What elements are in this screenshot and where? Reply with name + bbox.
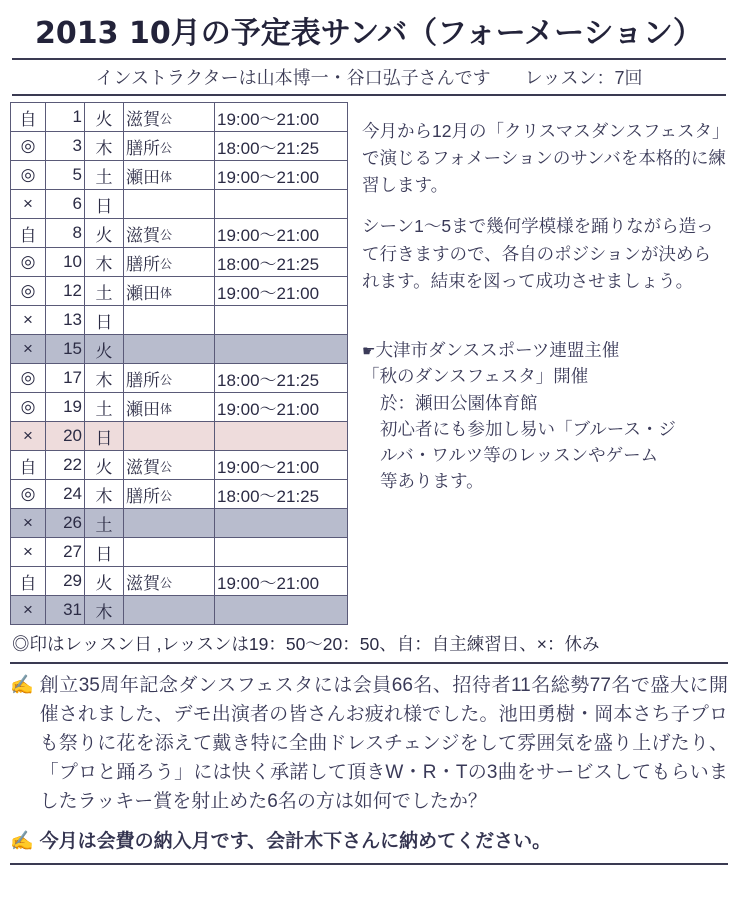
subtitle-row bbox=[10, 64, 728, 94]
cell-mark: ◎ bbox=[11, 161, 46, 190]
table-row bbox=[11, 248, 348, 277]
cell-place bbox=[124, 451, 215, 480]
cell-weekday: 土 bbox=[85, 277, 124, 306]
cell-weekday: 土 bbox=[85, 509, 124, 538]
place-suffix: 公 bbox=[160, 488, 173, 503]
place-suffix: 公 bbox=[160, 575, 173, 590]
pen-icon-1: ✍ bbox=[10, 675, 34, 696]
bottom-divider bbox=[10, 863, 728, 865]
cell-place bbox=[124, 190, 215, 219]
table-row bbox=[11, 132, 348, 161]
place-suffix: 体 bbox=[160, 169, 173, 184]
cell-mark: 自 bbox=[11, 567, 46, 596]
cell-place bbox=[124, 161, 215, 190]
bottom-note-2-text: 今月は会費の納入月です、会計木下さんに納めてください。 bbox=[39, 831, 552, 853]
cell-mark: 自 bbox=[11, 103, 46, 132]
cell-mark: × bbox=[11, 538, 46, 567]
place-suffix: 体 bbox=[160, 285, 173, 300]
page-title: 2013 10月の予定表サンバ（フォーメーション） bbox=[35, 16, 703, 51]
place-name: 膳所 bbox=[126, 254, 160, 274]
place-suffix: 公 bbox=[160, 227, 173, 242]
cell-place bbox=[124, 132, 215, 161]
cell-day: 17 bbox=[46, 364, 85, 393]
cell-weekday: 土 bbox=[85, 161, 124, 190]
event-line-1-wrap bbox=[362, 337, 728, 364]
bottom-note-2 bbox=[10, 828, 728, 857]
cell-time: 19:00〜21:00 bbox=[215, 567, 348, 596]
bottom-note-1-text: 創立35周年記念ダンスフェスタには会員66名、招待者11名総勢77名で盛大に開催されました、デモ出演者の皆さんお疲れ様でした。池田勇樹・岡本さち子プロも祭りに花を添えて戴き特に全曲ドレスチェンジをして雰囲気を盛り上げたり、「プロと踊ろう」には快く承諾して頂きW・R・Tの3曲をサービスしてもらいましたラッキー賞を射止めた6名の方は如何でしたか？ bbox=[39, 675, 728, 812]
cell-mark: × bbox=[11, 190, 46, 219]
calendar-column bbox=[10, 102, 348, 625]
cell-time: 18:00〜21:25 bbox=[215, 480, 348, 509]
cell-mark: 自 bbox=[11, 219, 46, 248]
cell-place bbox=[124, 422, 215, 451]
cell-time bbox=[215, 190, 348, 219]
cell-weekday: 日 bbox=[85, 422, 124, 451]
schedule-table bbox=[10, 102, 348, 625]
cell-mark: ◎ bbox=[11, 364, 46, 393]
cell-mark: × bbox=[11, 306, 46, 335]
cell-weekday: 日 bbox=[85, 190, 124, 219]
cell-day: 20 bbox=[46, 422, 85, 451]
cell-time bbox=[215, 596, 348, 625]
cell-weekday: 火 bbox=[85, 567, 124, 596]
cell-weekday: 日 bbox=[85, 306, 124, 335]
place-suffix: 公 bbox=[160, 372, 173, 387]
cell-weekday: 火 bbox=[85, 219, 124, 248]
event-block bbox=[362, 337, 728, 495]
title-divider bbox=[12, 58, 726, 60]
cell-time: 18:00〜21:25 bbox=[215, 364, 348, 393]
cell-time: 19:00〜21:00 bbox=[215, 219, 348, 248]
table-row bbox=[11, 451, 348, 480]
cell-time: 18:00〜21:25 bbox=[215, 132, 348, 161]
table-row bbox=[11, 364, 348, 393]
cell-day: 27 bbox=[46, 538, 85, 567]
cell-day: 19 bbox=[46, 393, 85, 422]
cell-day: 29 bbox=[46, 567, 85, 596]
cell-place bbox=[124, 306, 215, 335]
cell-day: 31 bbox=[46, 596, 85, 625]
cell-time: 19:00〜21:00 bbox=[215, 451, 348, 480]
cell-place bbox=[124, 248, 215, 277]
cell-day: 15 bbox=[46, 335, 85, 364]
cell-weekday: 日 bbox=[85, 538, 124, 567]
place-name: 瀬田 bbox=[126, 167, 160, 187]
event-line-5: ルバ・ワルツ等のレッスンやゲーム bbox=[380, 445, 659, 465]
cell-day: 26 bbox=[46, 509, 85, 538]
place-name: 滋賀 bbox=[126, 109, 160, 129]
table-row bbox=[11, 277, 348, 306]
cell-day: 12 bbox=[46, 277, 85, 306]
cell-mark: × bbox=[11, 596, 46, 625]
place-suffix: 公 bbox=[160, 459, 173, 474]
event-line-1: 大津市ダンススポーツ連盟主催 bbox=[375, 339, 620, 360]
cell-time: 19:00〜21:00 bbox=[215, 277, 348, 306]
event-line-6: 等あります。 bbox=[380, 471, 484, 492]
cell-mark: ◎ bbox=[11, 277, 46, 306]
event-line-2: 「秋のダンスフェスタ」開催 bbox=[362, 366, 589, 387]
cell-day: 6 bbox=[46, 190, 85, 219]
place-name: 膳所 bbox=[126, 370, 160, 390]
cell-day: 8 bbox=[46, 219, 85, 248]
cell-weekday: 火 bbox=[85, 103, 124, 132]
instructor-text: インストラクターは山本博一・谷口弘子さんです bbox=[95, 68, 491, 88]
lesson-count-text: レッスン：7回 bbox=[524, 68, 643, 88]
note-paragraph-1-wrap bbox=[362, 102, 728, 199]
note-paragraph-1: 今月から12月の「クリスマスダンスフェスタ」で演じるフォメーションのサンバを本格的に練習します。 bbox=[362, 121, 726, 196]
table-row bbox=[11, 190, 348, 219]
place-name: 滋賀 bbox=[126, 225, 160, 245]
cell-day: 24 bbox=[46, 480, 85, 509]
cell-weekday: 木 bbox=[85, 596, 124, 625]
place-suffix: 体 bbox=[160, 401, 173, 416]
cell-place bbox=[124, 335, 215, 364]
cell-time bbox=[215, 335, 348, 364]
note-paragraph-2: シーン1〜5まで幾何学模様を踊りながら造って行きますので、各自のポジションが決められます。結束を図って成功させましょう。 bbox=[362, 216, 714, 291]
cell-place bbox=[124, 538, 215, 567]
cell-place bbox=[124, 219, 215, 248]
cell-time: 19:00〜21:00 bbox=[215, 161, 348, 190]
legend-text: ◎印はレッスン日 ,レッスンは19：50〜20：50、自：自主練習日、×：休み bbox=[12, 634, 600, 654]
cell-weekday: 火 bbox=[85, 335, 124, 364]
place-suffix: 公 bbox=[160, 111, 173, 126]
cell-place bbox=[124, 480, 215, 509]
notes-column bbox=[358, 102, 728, 495]
cell-place bbox=[124, 364, 215, 393]
cell-time: 18:00〜21:25 bbox=[215, 248, 348, 277]
cell-time bbox=[215, 422, 348, 451]
cell-mark: × bbox=[11, 335, 46, 364]
cell-mark: × bbox=[11, 422, 46, 451]
place-name: 膳所 bbox=[126, 486, 160, 506]
cell-mark: ◎ bbox=[11, 132, 46, 161]
subtitle-divider bbox=[12, 94, 726, 96]
place-suffix: 公 bbox=[160, 140, 173, 155]
pen-icon-2: ✍ bbox=[10, 831, 34, 853]
cell-day: 3 bbox=[46, 132, 85, 161]
table-row bbox=[11, 161, 348, 190]
place-name: 滋賀 bbox=[126, 457, 160, 477]
cell-mark: ◎ bbox=[11, 248, 46, 277]
cell-time: 19:00〜21:00 bbox=[215, 393, 348, 422]
cell-day: 10 bbox=[46, 248, 85, 277]
cell-weekday: 火 bbox=[85, 451, 124, 480]
table-row bbox=[11, 596, 348, 625]
pointing-hand-icon: ☛ bbox=[362, 342, 376, 360]
cell-place bbox=[124, 277, 215, 306]
main-area bbox=[10, 102, 728, 625]
table-row bbox=[11, 393, 348, 422]
bottom-note-1 bbox=[10, 672, 728, 816]
cell-day: 5 bbox=[46, 161, 85, 190]
place-name: 膳所 bbox=[126, 138, 160, 158]
place-suffix: 公 bbox=[160, 256, 173, 271]
table-row bbox=[11, 306, 348, 335]
cell-weekday: 木 bbox=[85, 248, 124, 277]
cell-weekday: 土 bbox=[85, 393, 124, 422]
bottom-notes bbox=[10, 662, 728, 865]
cell-mark: × bbox=[11, 509, 46, 538]
table-row bbox=[11, 509, 348, 538]
table-row bbox=[11, 335, 348, 364]
cell-day: 13 bbox=[46, 306, 85, 335]
table-row bbox=[11, 422, 348, 451]
table-row bbox=[11, 103, 348, 132]
cell-place bbox=[124, 567, 215, 596]
table-row bbox=[11, 567, 348, 596]
table-row bbox=[11, 219, 348, 248]
table-row bbox=[11, 480, 348, 509]
cell-time bbox=[215, 306, 348, 335]
cell-time: 19:00〜21:00 bbox=[215, 103, 348, 132]
cell-place bbox=[124, 509, 215, 538]
title-block bbox=[10, 6, 728, 56]
cell-place bbox=[124, 596, 215, 625]
cell-weekday: 木 bbox=[85, 480, 124, 509]
cell-time bbox=[215, 509, 348, 538]
cell-day: 1 bbox=[46, 103, 85, 132]
cell-mark: 自 bbox=[11, 451, 46, 480]
event-line-3: 於：瀬田公園体育館 bbox=[380, 392, 538, 413]
event-line-4: 初心者にも参加し易い「ブルース・ジ bbox=[380, 418, 676, 439]
cell-day: 22 bbox=[46, 451, 85, 480]
table-row bbox=[11, 538, 348, 567]
cell-weekday: 木 bbox=[85, 364, 124, 393]
place-name: 瀬田 bbox=[126, 399, 160, 419]
cell-place bbox=[124, 393, 215, 422]
cell-weekday: 木 bbox=[85, 132, 124, 161]
cell-time bbox=[215, 538, 348, 567]
cell-place bbox=[124, 103, 215, 132]
cell-mark: ◎ bbox=[11, 393, 46, 422]
place-name: 滋賀 bbox=[126, 573, 160, 593]
cell-mark: ◎ bbox=[11, 480, 46, 509]
note-paragraph-2-wrap bbox=[362, 213, 728, 294]
place-name: 瀬田 bbox=[126, 283, 160, 303]
